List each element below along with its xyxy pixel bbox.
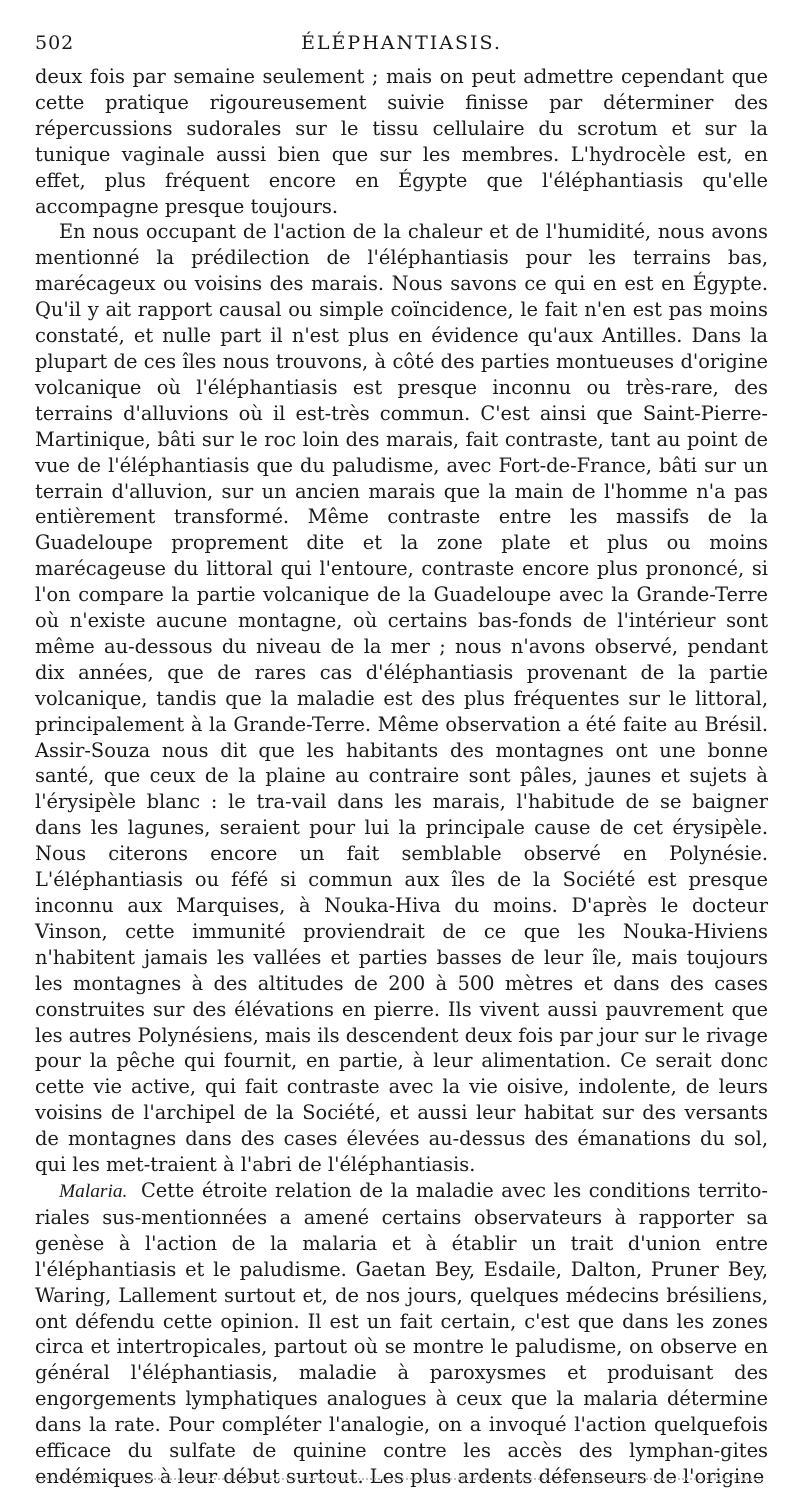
footer-dotted-rule xyxy=(35,1478,763,1480)
paragraph-text: deux fois par semaine seulement ; mais on peut admettre cependant que cette pratique rigoureusement suivie finisse par déterminer des répercussions sudorales sur le tissu cellulaire du scrotum et sur la tunique vaginale aussi bien que sur les membres. L'hydrocèle est, en effet, plus fréquent encore en Égypte que l'éléphantiasis qu'elle accompagne presque toujours. xyxy=(35,65,768,218)
running-title: ÉLÉPHANTIASIS. xyxy=(301,32,502,54)
paragraph-text: Cette étroite relation de la maladie avec les conditions territo-riales sus-mentionnées a amené certains observateurs à rapporter sa genèse à l'action de la malaria et à établir un trait d'union entre l'éléphantiasis et le paludisme. Gaetan Bey, Esdaile, Dalton, Pruner Bey, Waring, Lallement surtout et, de nos jours, quelques médecins brésiliens, ont défendu cette opinion. Il est un fait certain, c'est que dans les zones circa et intertropicales, partout où se montre le paludisme, on observe en général l'éléphantiasis, maladie à paroxysmes et produisant des engorgements lymphatiques analogues à ceux que la malaria détermine dans la rate. Pour compléter l'analogie, on a invoqué l'action quelquefois efficace du sulfate de quinine contre les accès des lymphan-gites endémiques à leur début surtout. Les plus ardents défenseurs de l'origine xyxy=(35,1178,768,1488)
paragraph-malaria xyxy=(35,1178,768,1490)
page-number: 502 xyxy=(35,32,75,54)
running-head xyxy=(35,30,768,64)
paragraph-continued xyxy=(35,64,768,219)
document-page xyxy=(35,30,768,1490)
paragraph-lowlands xyxy=(35,219,768,1178)
section-lead-in: Malaria. xyxy=(59,1180,128,1202)
body-text xyxy=(35,64,768,1490)
paragraph-text: En nous occupant de l'action de la chaleur et de l'humidité, nous avons mentionné la prédilection de l'éléphantiasis pour les terrains bas, marécageux ou voisins des marais. Nous savons ce qui en est en Égypte. Qu'il y ait rapport causal ou simple coïncidence, le fait n'en est pas moins constaté, et nulle part il n'est plus en évidence qu'aux Antilles. Dans la plupart de ces îles nous trouvons, à côté des parties montueuses d'origine volcanique où l'éléphantiasis est presque inconnu ou très-rare, des terrains d'alluvions où il est-très commun. C'est ainsi que Saint-Pierre-Martinique, bâti sur le roc loin des marais, fait contraste, tant au point de vue de l'éléphantiasis que du paludisme, avec Fort-de-France, bâti sur un terrain d'alluvion, sur un ancien marais que la main de l'homme n'a pas entièrement transformé. Même contraste entre les massifs de la Guadeloupe proprement dite et la zone plate et plus ou moins marécageuse du littoral qui l'entoure, contraste encore plus prononcé, si l'on compare la partie volcanique de la Guadeloupe avec la Grande-Terre où n'existe aucune montagne, où certains bas-fonds de l'intérieur sont même au-dessous du niveau de la mer ; nous n'avons observé, pendant dix années, que de rares cas d'éléphantiasis provenant de la partie volcanique, tandis que la maladie est des plus fréquentes sur le littoral, principalement à la Grande-Terre. Même observation a été faite au Brésil. Assir-Souza nous dit que les habitants des montagnes ont une bonne santé, que ceux de la plaine au contraire sont pâles, jaunes et sujets à l'érysipèle blanc : le tra-vail dans les marais, l'habitude de se baigner dans les lagunes, seraient pour lui la principale cause de cet érysipèle. Nous citerons encore un fait semblable observé en Polynésie. L'éléphantiasis ou féfé si commun aux îles de la Société est presque inconnu aux Marquises, à Nouka-Hiva du moins. D'après le docteur Vinson, cette immunité proviendrait de ce que les Nouka-Hiviens n'habitent jamais les vallées et parties basses de leur île, mais toujours les montagnes à des altitudes de 200 à 500 mètres et dans des cases construites sur des élévations en pierre. Ils vivent aussi pauvrement que les autres Polynésiens, mais ils descendent deux fois par jour sur le rivage pour la pêche qui fournit, en partie, à leur alimentation. Ce serait donc cette vie active, qui fait contraste avec la vie oisive, indolente, de leurs voisins de l'archipel de la Société, et aussi leur habitat sur des versants de montagnes dans des cases élevées au-dessus des émanations du sol, qui les met-traient à l'abri de l'éléphantiasis. xyxy=(35,220,768,1177)
